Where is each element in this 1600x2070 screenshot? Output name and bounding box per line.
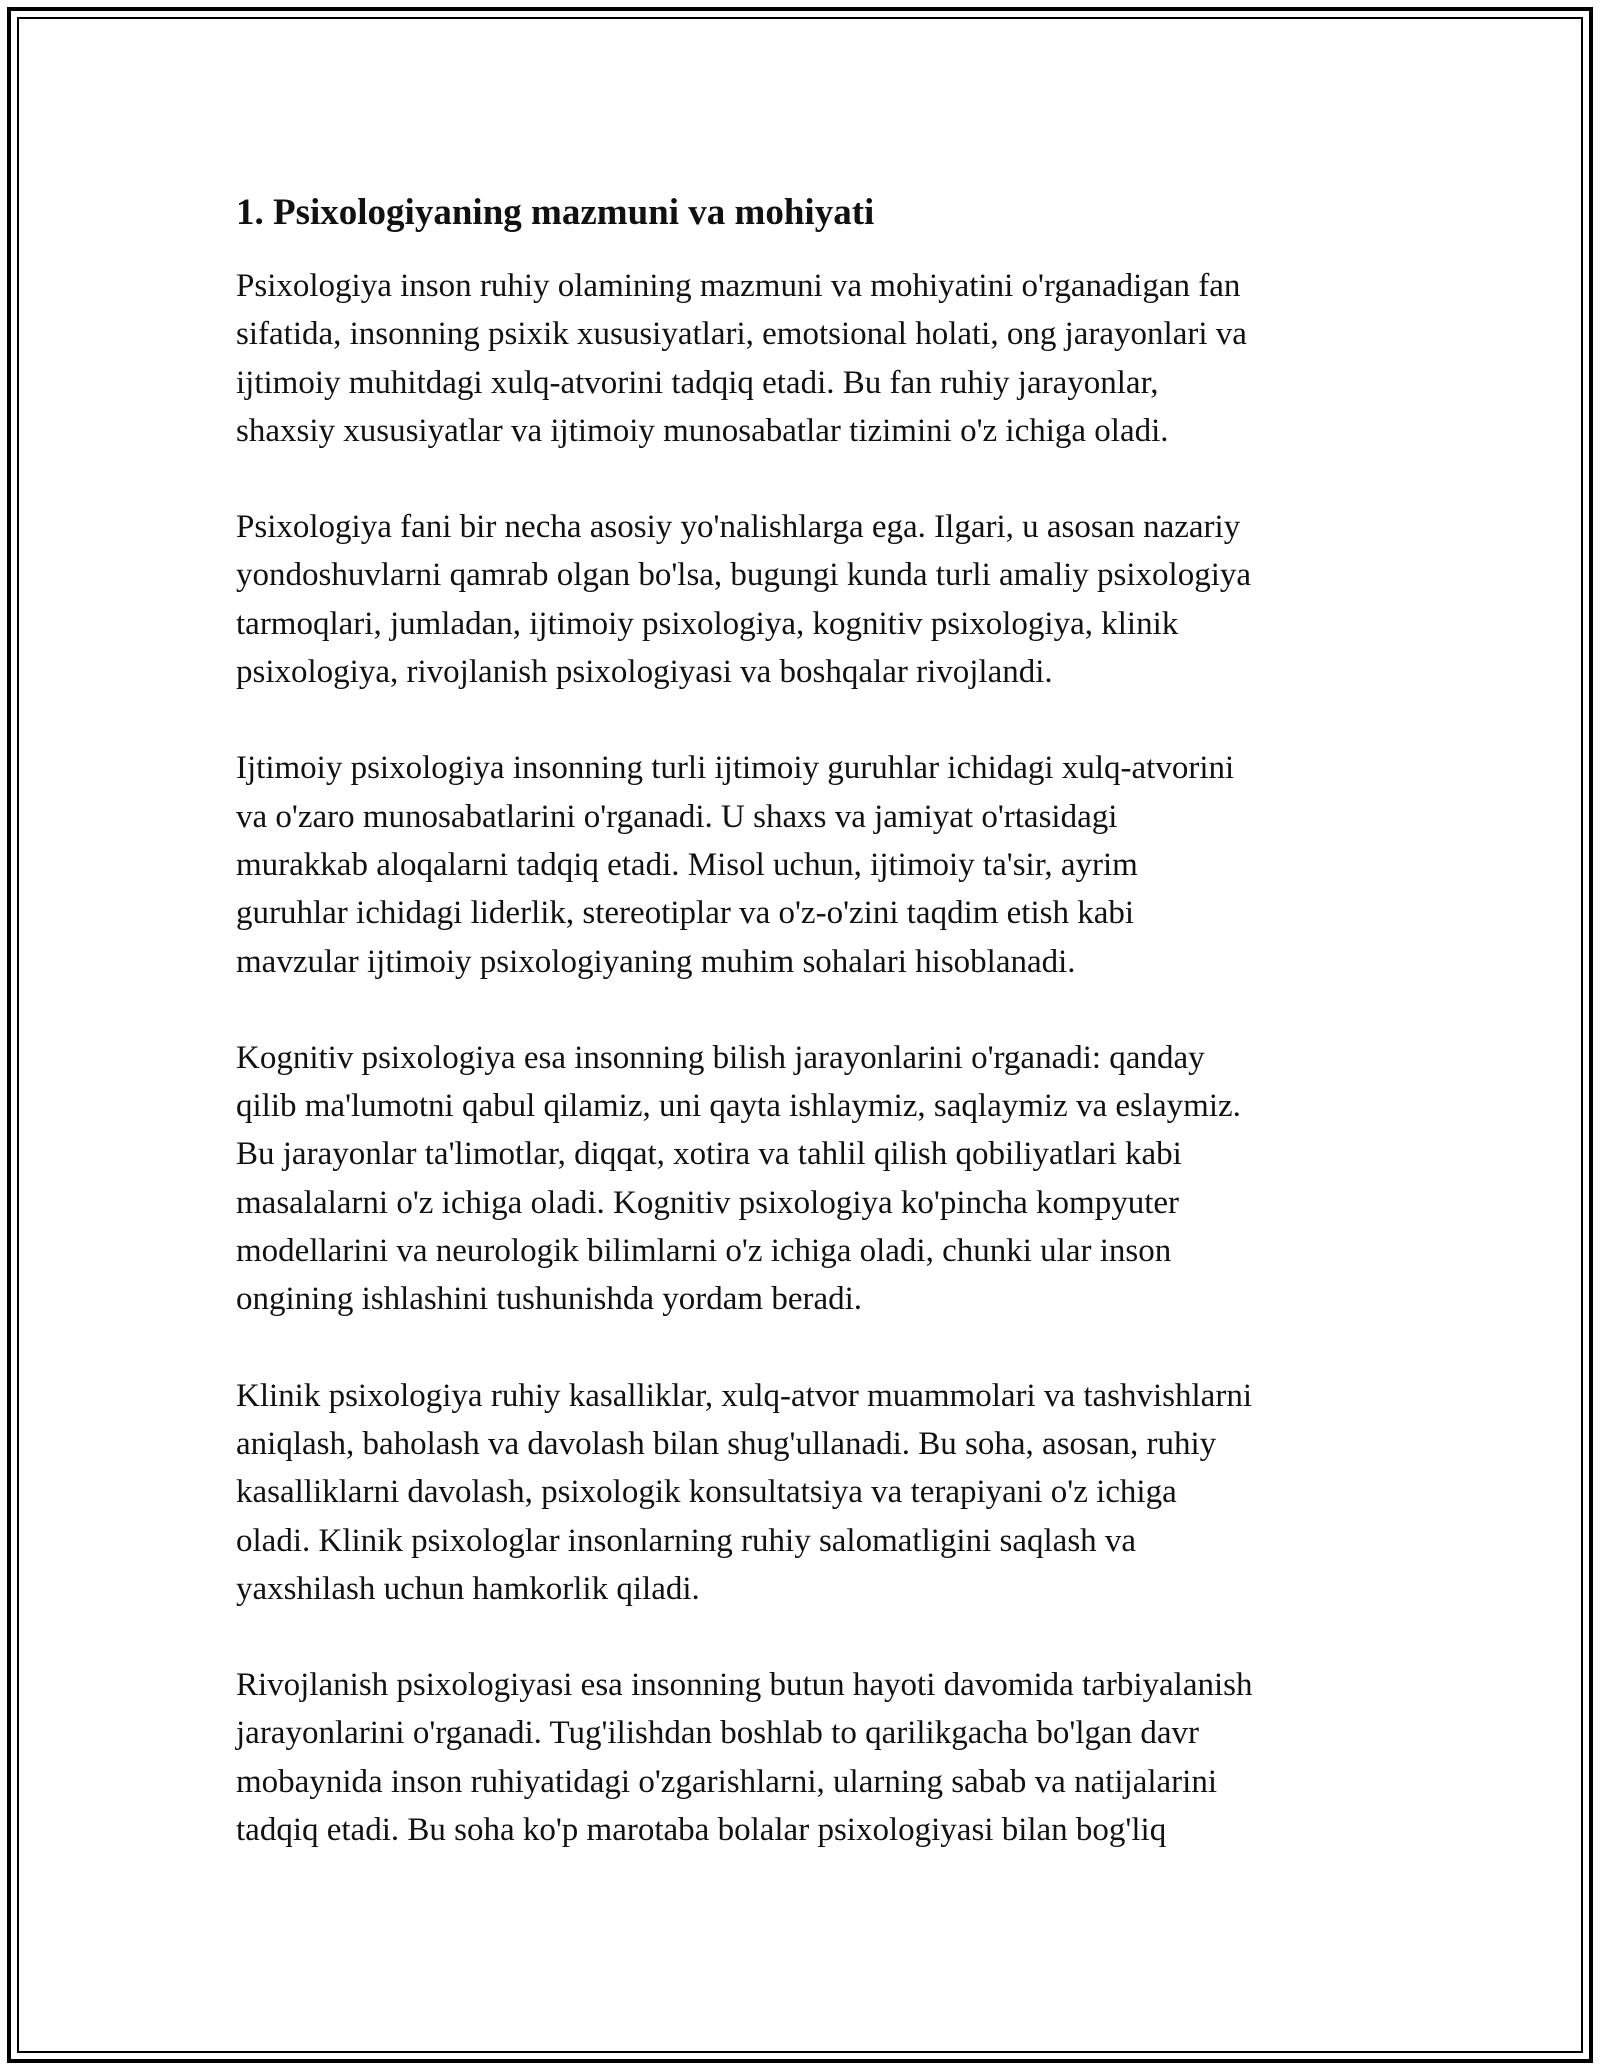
paragraph-clinical-psychology [236,1372,1386,1613]
text-line: Kognitiv psixologiya esa insonning bilish jarayonlarini o'rganadi: qanday [236,1039,1205,1076]
text-line: aniqlash, baholash va davolash bilan shug'ullanadi. Bu soha, asosan, ruhiy [236,1425,1217,1462]
paragraph-social-psychology [236,744,1386,985]
text-line: yaxshilash uchun hamkorlik qiladi. [236,1570,700,1607]
text-line: qilib ma'lumotni qabul qilamiz, uni qayta ishlaymiz, saqlaymiz va eslaymiz. [236,1088,1241,1125]
text-line: ongining ishlashini tushunishda yordam beradi. [236,1281,863,1318]
paragraph-directions [236,503,1386,696]
text-line: kasalliklarni davolash, psixologik konsultatsiya va terapiyani o'z ichiga [236,1474,1177,1511]
document-body [236,186,1386,1902]
text-line: tadqiq etadi. Bu soha ko'p marotaba bolalar psixologiyasi bilan bog'liq [236,1812,1167,1849]
text-line: psixologiya, rivojlanish psixologiyasi va boshqalar rivojlandi. [236,654,1053,691]
text-line: masalalarni o'z ichiga oladi. Kognitiv psixologiya ko'pincha kompyuter [236,1184,1180,1221]
paragraph-intro [236,262,1386,455]
text-line: mobaynida inson ruhiyatidagi o'zgarishlarni, ularning sabab va natijalarini [236,1763,1218,1800]
text-line: murakkab aloqalarni tadqiq etadi. Misol uchun, ijtimoiy ta'sir, ayrim [236,846,1138,883]
text-line: yondoshuvlarni qamrab olgan bo'lsa, bugungi kunda turli amaliy psixologiya [236,557,1252,594]
text-line: oladi. Klinik psixologlar insonlarning ruhiy salomatligini saqlash va [236,1522,1137,1559]
text-line: ijtimoiy muhitdagi xulq-atvorini tadqiq etadi. Bu fan ruhiy jarayonlar, [236,364,1159,401]
text-line: Klinik psixologiya ruhiy kasalliklar, xulq-atvor muammolari va tashvishlarni [236,1377,1252,1414]
text-line: mavzular ijtimoiy psixologiyaning muhim sohalari hisoblanadi. [236,943,1076,980]
text-line: tarmoqlari, jumladan, ijtimoiy psixologiya, kognitiv psixologiya, klinik [236,605,1179,642]
text-line: modellarini va neurologik bilimlarni o'z ichiga oladi, chunki ular inson [236,1233,1172,1270]
section-title: 1. Psixologiyaning mazmuni va mohiyati [236,192,875,233]
text-line: shaxsiy xususiyatlar va ijtimoiy munosabatlar tizimini o'z ichiga oladi. [236,412,1169,449]
text-line: guruhlar ichidagi liderlik, stereotiplar va o'z-o'zini taqdim etish kabi [236,895,1135,932]
text-line: jarayonlarini o'rganadi. Tug'ilishdan boshlab to qarilikgacha bo'lgan davr [236,1715,1200,1752]
text-line: Bu jarayonlar ta'limotlar, diqqat, xotira va tahlil qilish qobiliyatlari kabi [236,1136,1182,1173]
text-line: Psixologiya inson ruhiy olamining mazmuni va mohiyatini o'rganadigan fan [236,268,1241,304]
text-line: Ijtimoiy psixologiya insonning turli ijtimoiy guruhlar ichidagi xulq-atvorini [236,750,1235,787]
text-line: Rivojlanish psixologiyasi esa insonning butun hayoti davomida tarbiyalanish [236,1667,1253,1704]
paragraph-developmental-psychology [236,1661,1386,1854]
paragraph-cognitive-psychology [236,1034,1386,1324]
text-line: va o'zaro munosabatlarini o'rganadi. U shaxs va jamiyat o'rtasidagi [236,798,1118,835]
text-line: sifatida, insonning psixik xususiyatlari, emotsional holati, ong jarayonlari va [236,316,1247,353]
text-line: Psixologiya fani bir necha asosiy yo'nalishlarga ega. Ilgari, u asosan nazariy [236,509,1241,546]
